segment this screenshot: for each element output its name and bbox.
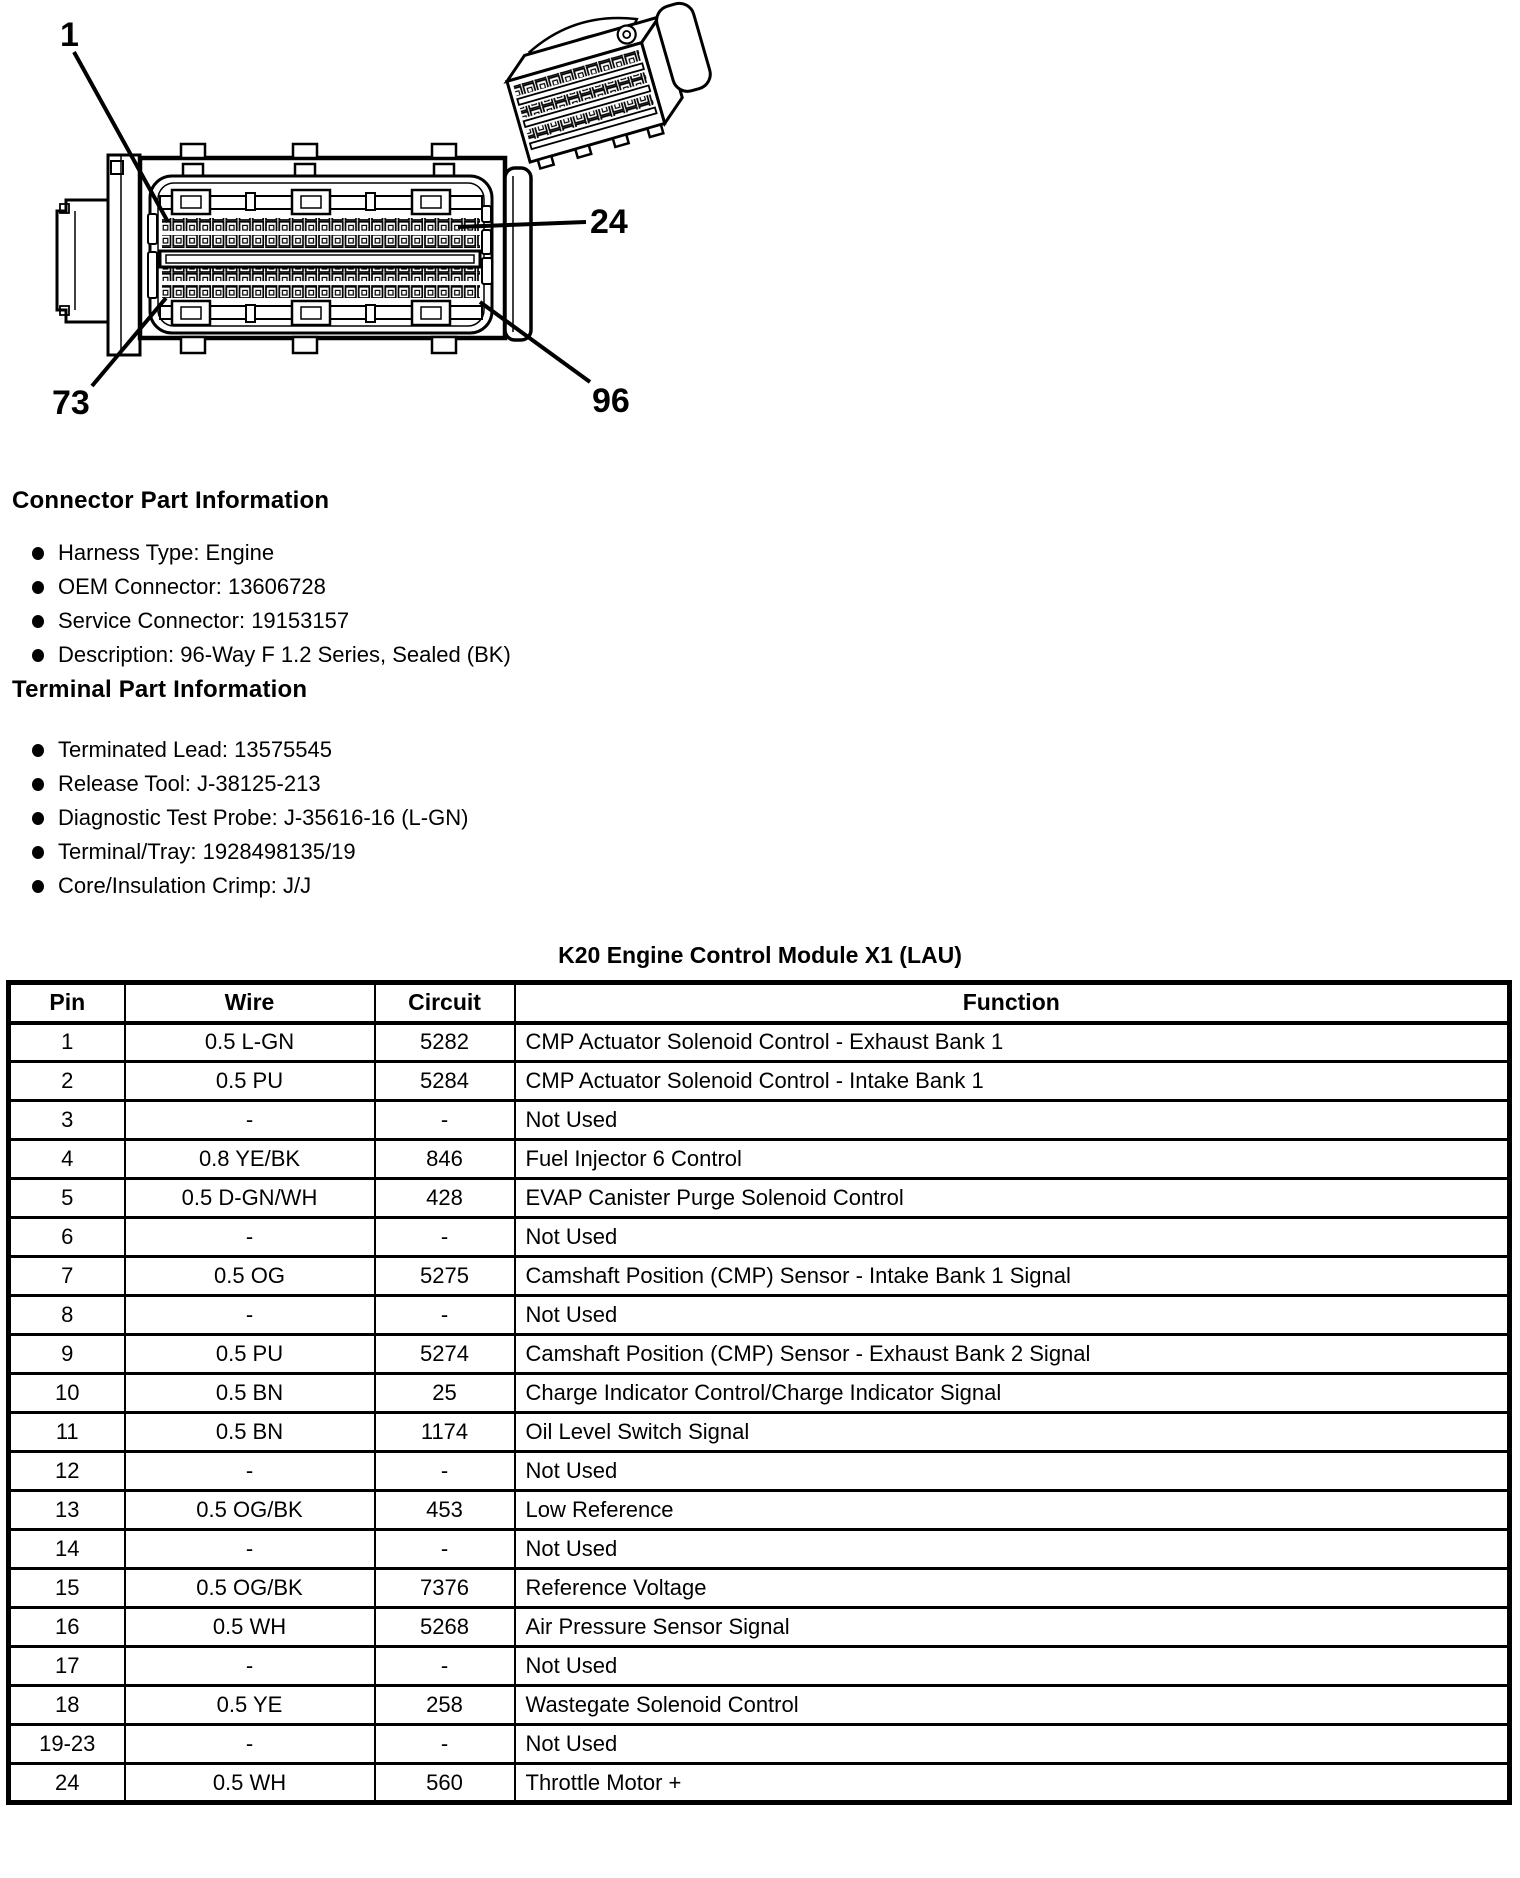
- cell-pin: 6: [9, 1218, 125, 1257]
- cell-pin: 24: [9, 1764, 125, 1803]
- table-row: [9, 1140, 1510, 1179]
- cell-pin: 19-23: [9, 1725, 125, 1764]
- cell-wire: 0.5 PU: [125, 1335, 375, 1374]
- cell-pin: 8: [9, 1296, 125, 1335]
- cell-circuit: -: [375, 1101, 515, 1140]
- bullet-icon: [32, 581, 44, 594]
- callout-pin96: 96: [592, 382, 630, 420]
- cell-function: Fuel Injector 6 Control: [515, 1140, 1510, 1179]
- connector-part-information-list: [0, 536, 1520, 672]
- cell-wire: -: [125, 1452, 375, 1491]
- table-row: [9, 1413, 1510, 1452]
- cell-circuit: 5282: [375, 1023, 515, 1062]
- list-item: [32, 638, 1520, 672]
- cell-wire: 0.5 D-GN/WH: [125, 1179, 375, 1218]
- cell-wire: 0.8 YE/BK: [125, 1140, 375, 1179]
- table-row: [9, 1257, 1510, 1296]
- list-item: [32, 570, 1520, 604]
- cell-circuit: 1174: [375, 1413, 515, 1452]
- cell-pin: 16: [9, 1608, 125, 1647]
- list-item-text: Service Connector: 19153157: [58, 608, 350, 633]
- table-row: [9, 1608, 1510, 1647]
- callout-pin24: 24: [590, 203, 628, 241]
- cell-circuit: 453: [375, 1491, 515, 1530]
- cell-function: CMP Actuator Solenoid Control - Exhaust Bank 1: [515, 1023, 1510, 1062]
- leader-line-pin96: [480, 302, 590, 382]
- cell-circuit: 5268: [375, 1608, 515, 1647]
- table-row: [9, 1491, 1510, 1530]
- col-header-circuit: Circuit: [375, 983, 515, 1023]
- cell-function: Throttle Motor +: [515, 1764, 1510, 1803]
- cell-circuit: -: [375, 1647, 515, 1686]
- table-row: [9, 1530, 1510, 1569]
- col-header-wire: Wire: [125, 983, 375, 1023]
- latch-strip-top: [160, 190, 482, 214]
- cell-wire: -: [125, 1725, 375, 1764]
- cell-wire: 0.5 BN: [125, 1413, 375, 1452]
- cell-circuit: 258: [375, 1686, 515, 1725]
- cell-wire: 0.5 OG/BK: [125, 1569, 375, 1608]
- cell-function: EVAP Canister Purge Solenoid Control: [515, 1179, 1510, 1218]
- terminal-part-information-list: [0, 733, 1520, 903]
- cell-circuit: 7376: [375, 1569, 515, 1608]
- cell-circuit: 25: [375, 1374, 515, 1413]
- col-header-function: Function: [515, 983, 1510, 1023]
- table-row: [9, 1452, 1510, 1491]
- cell-pin: 11: [9, 1413, 125, 1452]
- cell-pin: 10: [9, 1374, 125, 1413]
- list-item-text: Terminated Lead: 13575545: [58, 737, 332, 762]
- list-item-text: Description: 96-Way F 1.2 Series, Sealed (BK): [58, 642, 511, 667]
- connector-diagram: [0, 0, 1520, 445]
- cell-pin: 1: [9, 1023, 125, 1062]
- table-row: [9, 1647, 1510, 1686]
- cell-function: Wastegate Solenoid Control: [515, 1686, 1510, 1725]
- list-item: [32, 604, 1520, 638]
- bullet-icon: [32, 649, 44, 662]
- bullet-icon: [32, 812, 44, 825]
- cell-function: Not Used: [515, 1530, 1510, 1569]
- table-row: [9, 1179, 1510, 1218]
- cell-function: Not Used: [515, 1647, 1510, 1686]
- cell-pin: 13: [9, 1491, 125, 1530]
- cell-function: CMP Actuator Solenoid Control - Intake Bank 1: [515, 1062, 1510, 1101]
- cell-pin: 3: [9, 1101, 125, 1140]
- cell-function: Not Used: [515, 1452, 1510, 1491]
- bullet-icon: [32, 744, 44, 757]
- list-item: [32, 835, 1520, 869]
- cell-wire: 0.5 WH: [125, 1608, 375, 1647]
- connector-part-information-heading: Connector Part Information: [12, 487, 330, 514]
- cell-pin: 4: [9, 1140, 125, 1179]
- cell-function: Camshaft Position (CMP) Sensor - Intake Bank 1 Signal: [515, 1257, 1510, 1296]
- callout-pin73: 73: [52, 384, 90, 422]
- cell-circuit: 428: [375, 1179, 515, 1218]
- col-header-pin: Pin: [9, 983, 125, 1023]
- cell-wire: -: [125, 1296, 375, 1335]
- cell-function: Not Used: [515, 1101, 1510, 1140]
- cell-pin: 15: [9, 1569, 125, 1608]
- table-row: [9, 1335, 1510, 1374]
- cell-pin: 5: [9, 1179, 125, 1218]
- cell-pin: 17: [9, 1647, 125, 1686]
- table-row: [9, 1101, 1510, 1140]
- cell-circuit: -: [375, 1452, 515, 1491]
- cell-wire: -: [125, 1101, 375, 1140]
- cell-pin: 2: [9, 1062, 125, 1101]
- cell-circuit: 5274: [375, 1335, 515, 1374]
- cell-pin: 18: [9, 1686, 125, 1725]
- cell-function: Air Pressure Sensor Signal: [515, 1608, 1510, 1647]
- cell-wire: 0.5 WH: [125, 1764, 375, 1803]
- cell-wire: 0.5 BN: [125, 1374, 375, 1413]
- cell-wire: -: [125, 1218, 375, 1257]
- cell-circuit: -: [375, 1218, 515, 1257]
- pinout-table-title: K20 Engine Control Module X1 (LAU): [558, 942, 962, 968]
- cell-wire: -: [125, 1647, 375, 1686]
- cell-circuit: 5275: [375, 1257, 515, 1296]
- cell-function: Reference Voltage: [515, 1569, 1510, 1608]
- list-item-text: Release Tool: J-38125-213: [58, 771, 321, 796]
- bullet-icon: [32, 547, 44, 560]
- cell-function: Camshaft Position (CMP) Sensor - Exhaust Bank 2 Signal: [515, 1335, 1510, 1374]
- cell-circuit: 5284: [375, 1062, 515, 1101]
- cell-circuit: -: [375, 1725, 515, 1764]
- table-row: [9, 1296, 1510, 1335]
- table-row: [9, 1569, 1510, 1608]
- cell-pin: 14: [9, 1530, 125, 1569]
- cell-circuit: 846: [375, 1140, 515, 1179]
- cell-function: Low Reference: [515, 1491, 1510, 1530]
- cell-circuit: 560: [375, 1764, 515, 1803]
- list-item: [32, 733, 1520, 767]
- cell-wire: 0.5 OG: [125, 1257, 375, 1296]
- list-item: [32, 869, 1520, 903]
- table-header-row: [9, 983, 1510, 1023]
- terminal-part-information-heading: Terminal Part Information: [12, 676, 308, 703]
- cell-circuit: -: [375, 1530, 515, 1569]
- list-item-text: Terminal/Tray: 1928498135/19: [58, 839, 356, 864]
- table-row: [9, 1062, 1510, 1101]
- cell-circuit: -: [375, 1296, 515, 1335]
- list-item-text: Harness Type: Engine: [58, 540, 275, 565]
- cell-function: Charge Indicator Control/Charge Indicator Signal: [515, 1374, 1510, 1413]
- connector-front-view: [57, 144, 531, 355]
- list-item: [32, 536, 1520, 570]
- cell-function: Not Used: [515, 1296, 1510, 1335]
- table-row: [9, 1686, 1510, 1725]
- bullet-icon: [32, 880, 44, 893]
- cell-pin: 7: [9, 1257, 125, 1296]
- table-row: [9, 1218, 1510, 1257]
- table-row: [9, 1374, 1510, 1413]
- bullet-icon: [32, 778, 44, 791]
- cell-wire: 0.5 L-GN: [125, 1023, 375, 1062]
- list-item-text: Diagnostic Test Probe: J-35616-16 (L-GN): [58, 805, 469, 830]
- cell-function: Not Used: [515, 1218, 1510, 1257]
- cell-wire: 0.5 OG/BK: [125, 1491, 375, 1530]
- pinout-table-body: [9, 1023, 1510, 1803]
- connector-3d-view: [497, 0, 723, 171]
- pinout-table: [6, 980, 1512, 1805]
- bullet-icon: [32, 615, 44, 628]
- table-row: [9, 1764, 1510, 1803]
- list-item: [32, 801, 1520, 835]
- callout-pin1: 1: [60, 16, 79, 54]
- table-row: [9, 1023, 1510, 1062]
- cell-pin: 9: [9, 1335, 125, 1374]
- list-item-text: Core/Insulation Crimp: J/J: [58, 873, 312, 898]
- cell-pin: 12: [9, 1452, 125, 1491]
- bullet-icon: [32, 846, 44, 859]
- list-item-text: OEM Connector: 13606728: [58, 574, 326, 599]
- list-item: [32, 767, 1520, 801]
- cell-function: Oil Level Switch Signal: [515, 1413, 1510, 1452]
- table-row: [9, 1725, 1510, 1764]
- cell-wire: 0.5 PU: [125, 1062, 375, 1101]
- cell-wire: -: [125, 1530, 375, 1569]
- latch-strip-bottom: [160, 301, 482, 325]
- cell-function: Not Used: [515, 1725, 1510, 1764]
- cell-wire: 0.5 YE: [125, 1686, 375, 1725]
